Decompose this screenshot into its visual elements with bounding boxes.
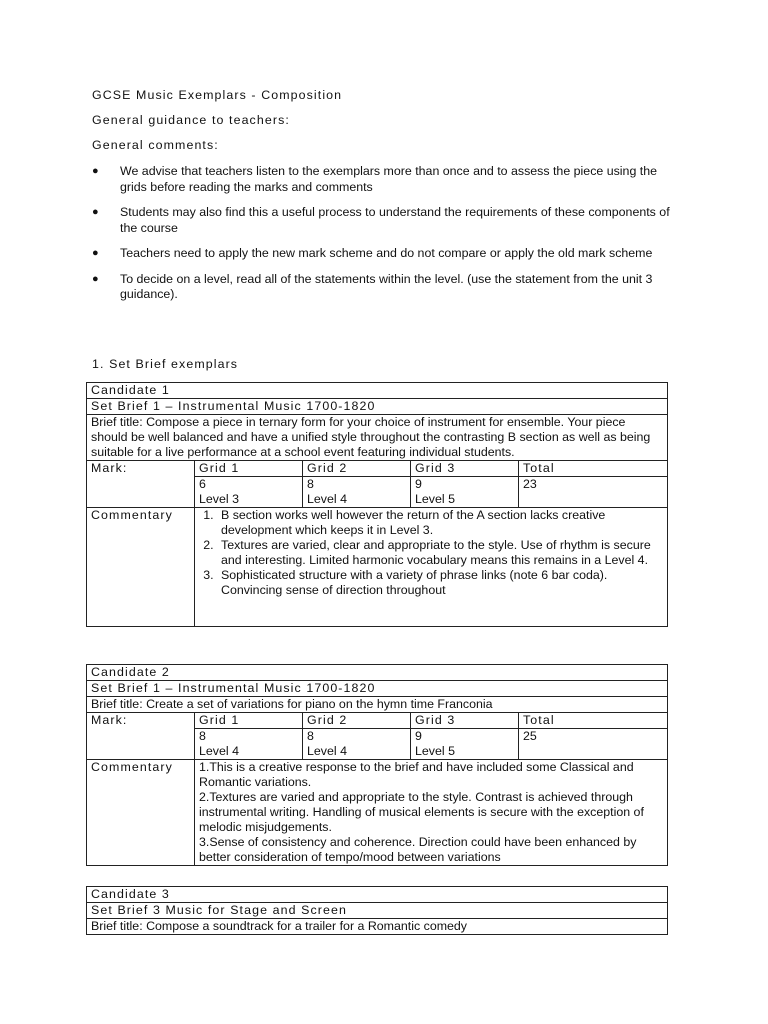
commentary-cell	[195, 760, 668, 866]
grid1-score	[195, 477, 303, 508]
total-score: 23	[519, 477, 668, 508]
bullet-icon: ●	[92, 206, 99, 218]
grid2-mark: 8	[307, 477, 314, 491]
grid1-header: Grid 1	[195, 461, 303, 477]
grid1-mark: 8	[199, 729, 206, 743]
bullet-text: Teachers need to apply the new mark scheme and do not compare or apply the old mark scheme	[120, 246, 653, 260]
commentary-item: 3.Sense of consistency and coherence. Direction could have been enhanced by better consideration of tempo/mood between variations	[199, 835, 637, 864]
bullet-icon: ●	[92, 247, 99, 259]
mark-label: Mark:	[87, 713, 195, 760]
bullet-item	[92, 272, 682, 303]
bullet-text: To decide on a level, read all of the statements within the level. (use the statement from the unit 3 guidance).	[120, 271, 653, 301]
total-header: Total	[519, 713, 668, 729]
grid1-level: Level 3	[199, 492, 239, 506]
bullet-text: Students may also find this a useful process to understand the requirements of these components of the course	[120, 205, 670, 235]
commentary-item: 2. Textures are varied, clear and appropriate to the style. Use of rhythm is secure and interesting. Limited harmonic vocabulary means this remains in a Level 4.	[217, 538, 663, 568]
grid3-header: Grid 3	[411, 461, 519, 477]
set-brief: Set Brief 1 – Instrumental Music 1700-1820	[87, 399, 668, 415]
bullet-text: We advise that teachers listen to the exemplars more than once and to assess the piece using the grids before reading the marks and comments	[120, 164, 658, 194]
section-heading: 1. Set Brief exemplars	[92, 357, 239, 371]
set-brief: Set Brief 1 – Instrumental Music 1700-1820	[87, 681, 668, 697]
grid3-score	[411, 729, 519, 760]
bullet-item	[92, 164, 682, 195]
commentary-item: 1.This is a creative response to the brief and have included some Classical and Romantic variations.	[199, 760, 634, 789]
total-score: 25	[519, 729, 668, 760]
grid1-mark: 6	[199, 477, 206, 491]
grid3-mark: 9	[415, 477, 422, 491]
candidate-name: Candidate 2	[87, 665, 668, 681]
commentary-label: Commentary	[87, 508, 195, 627]
grid3-score	[411, 477, 519, 508]
commentary-item: 2.Textures are varied and appropriate to the style. Contrast is achieved through instrumental writing. Handling of musical elements is secure with the exception of melodic misjudgements.	[199, 790, 644, 834]
grid1-score	[195, 729, 303, 760]
candidate-2-table	[86, 664, 668, 866]
bullet-item	[92, 205, 682, 236]
comments-heading: General comments:	[92, 138, 219, 152]
guidance-heading: General guidance to teachers:	[92, 113, 290, 127]
commentary-label: Commentary	[87, 760, 195, 866]
grid3-mark: 9	[415, 729, 422, 743]
grid3-header: Grid 3	[411, 713, 519, 729]
grid2-score	[303, 729, 411, 760]
candidate-1-table	[86, 382, 668, 627]
grid2-mark: 8	[307, 729, 314, 743]
brief-title: Brief title: Compose a piece in ternary form for your choice of instrument for ensemble. Your piece should be well balanced and have a unified style throughout the contrasting B section as well as being suitable for a live performance at a school event featuring individual students.	[87, 415, 668, 461]
grid1-level: Level 4	[199, 744, 239, 758]
document-title: GCSE Music Exemplars - Composition	[92, 88, 343, 102]
candidate-name: Candidate 3	[87, 887, 668, 903]
guidance-bullet-list	[92, 164, 682, 313]
grid1-header: Grid 1	[195, 713, 303, 729]
grid2-level: Level 4	[307, 492, 347, 506]
commentary-item: 3. Sophisticated structure with a variety of phrase links (note 6 bar coda). Convincing sense of direction throughout	[217, 568, 663, 598]
grid3-level: Level 5	[415, 492, 455, 506]
bullet-icon: ●	[92, 165, 99, 177]
brief-title: Brief title: Compose a soundtrack for a trailer for a Romantic comedy	[87, 919, 668, 935]
candidate-name: Candidate 1	[87, 383, 668, 399]
total-header: Total	[519, 461, 668, 477]
commentary-list	[199, 508, 663, 598]
bullet-item	[92, 246, 682, 262]
grid2-level: Level 4	[307, 744, 347, 758]
grid2-header: Grid 2	[303, 461, 411, 477]
set-brief: Set Brief 3 Music for Stage and Screen	[87, 903, 668, 919]
candidate-3-table	[86, 886, 668, 935]
brief-title: Brief title: Create a set of variations for piano on the hymn time Franconia	[87, 697, 668, 713]
grid3-level: Level 5	[415, 744, 455, 758]
commentary-cell	[195, 508, 668, 627]
commentary-item: 1. B section works well however the return of the A section lacks creative development which keeps it in Level 3.	[217, 508, 663, 538]
bullet-icon: ●	[92, 272, 99, 285]
grid2-header: Grid 2	[303, 713, 411, 729]
mark-label: Mark:	[87, 461, 195, 508]
grid2-score	[303, 477, 411, 508]
